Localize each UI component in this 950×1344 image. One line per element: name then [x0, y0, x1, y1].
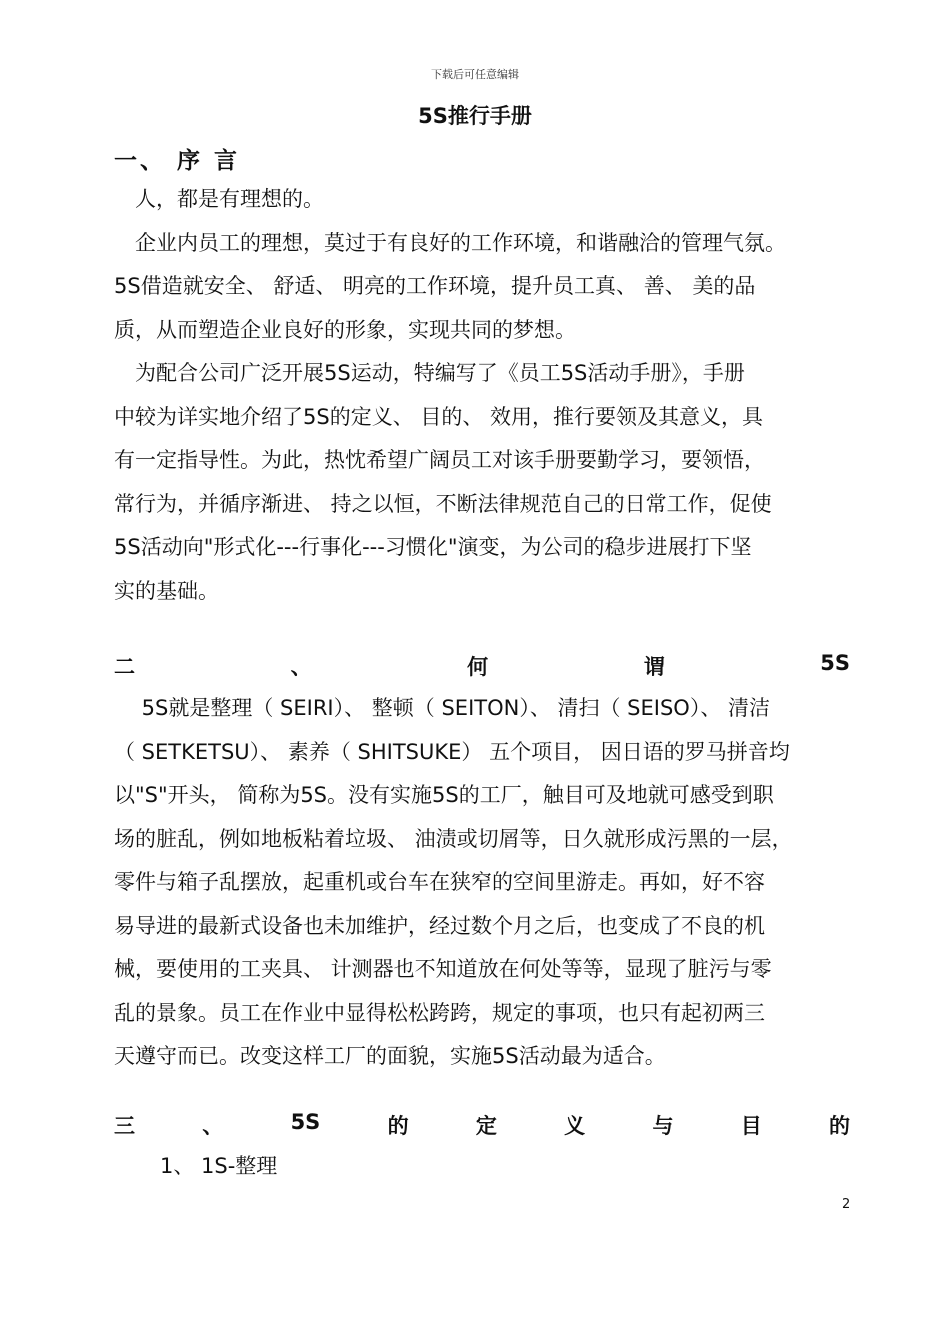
heading-char: 何: [467, 655, 489, 679]
document-title: 5S推行手册: [418, 104, 532, 128]
heading-char: 定: [475, 1114, 497, 1138]
text-line: 以"S"开头， 简称为5S。没有实施5S的工厂，触目可及地就可感受到职: [114, 783, 774, 807]
heading-char: 、: [202, 1114, 224, 1138]
text-line: 质，从而塑造企业良好的形象，实现共同的梦想。: [114, 317, 576, 342]
header-note: 下载后可任意编辑: [431, 68, 519, 81]
heading-char: 谓: [643, 655, 665, 679]
section-2-heading: [114, 651, 850, 681]
heading-char: 的: [387, 1114, 409, 1138]
text-line: 天遵守而已。改变这样工厂的面貌，实施5S活动最为适合。: [114, 1044, 666, 1068]
text-line: 易导进的最新式设备也未加维护，经过数个月之后，也变成了不良的机: [114, 913, 765, 938]
heading-char: 义: [564, 1114, 586, 1138]
text-line: 场的脏乱，例如地板粘着垃圾、 油渍或切屑等，日久就形成污黑的一层，: [114, 826, 793, 851]
text-line: 乱的景象。员工在作业中显得松松跨跨，规定的事项，也只有起初两三: [114, 1000, 765, 1025]
heading-char: 与: [652, 1114, 674, 1138]
heading-char: 5S: [820, 651, 850, 675]
page-number: 2: [842, 1197, 851, 1212]
text-line: 为配合公司广泛开展5S运动，特编写了《员工5S活动手册》，手册: [114, 361, 745, 385]
heading-char: 二: [114, 655, 135, 679]
text-line: 人，都是有理想的。: [114, 187, 324, 211]
heading-char: 的: [829, 1114, 850, 1138]
text-line: 实的基础。: [114, 578, 219, 603]
section-3-heading: [114, 1110, 850, 1140]
text-line: 械，要使用的工夹具、 计测器也不知道放在何处等等，显现了脏污与零: [114, 957, 772, 981]
heading-char: 5S: [290, 1110, 321, 1134]
text-line: 5S就是整理（ SEIRI）、 整顿（ SEITON）、 清扫（ SEISO）、 清洁: [114, 696, 771, 720]
text-line: 企业内员工的理想，莫过于有良好的工作环境，和谐融洽的管理气氛。: [114, 230, 786, 255]
text-line: 5S借造就安全、 舒适、 明亮的工作环境，提升员工真、 善、 美的品: [114, 274, 756, 298]
heading-char: 、: [290, 655, 312, 679]
text-line: 有一定指导性。为此，热忱希望广阔员工对该手册要勤学习，要领悟，: [114, 448, 765, 472]
heading-char: 目: [740, 1114, 762, 1138]
text-line: （ SETKETSU）、 素养（ SHITSUKE） 五个项目， 因日语的罗马拼音均: [114, 739, 790, 764]
text-line: 中较为详实地介绍了5S的定义、 目的、 效用，推行要领及其意义，具: [114, 404, 764, 429]
section-1-body: [114, 178, 874, 613]
text-line: 常行为，并循序渐进、 持之以恒，不断法律规范自己的日常工作，促使: [114, 491, 772, 516]
section-2-body: [114, 687, 874, 1079]
section-1-heading: 一、 序 言: [114, 148, 241, 174]
text-line: 5S活动向"形式化---行事化---习惯化"演变，为公司的稳步进展打下坚: [114, 535, 752, 559]
text-line: 零件与箱子乱摆放，起重机或台车在狭窄的空间里游走。再如，好不容: [114, 870, 765, 894]
heading-char: 三: [114, 1114, 135, 1138]
sub-item: 1、 1S-整理: [160, 1154, 278, 1178]
